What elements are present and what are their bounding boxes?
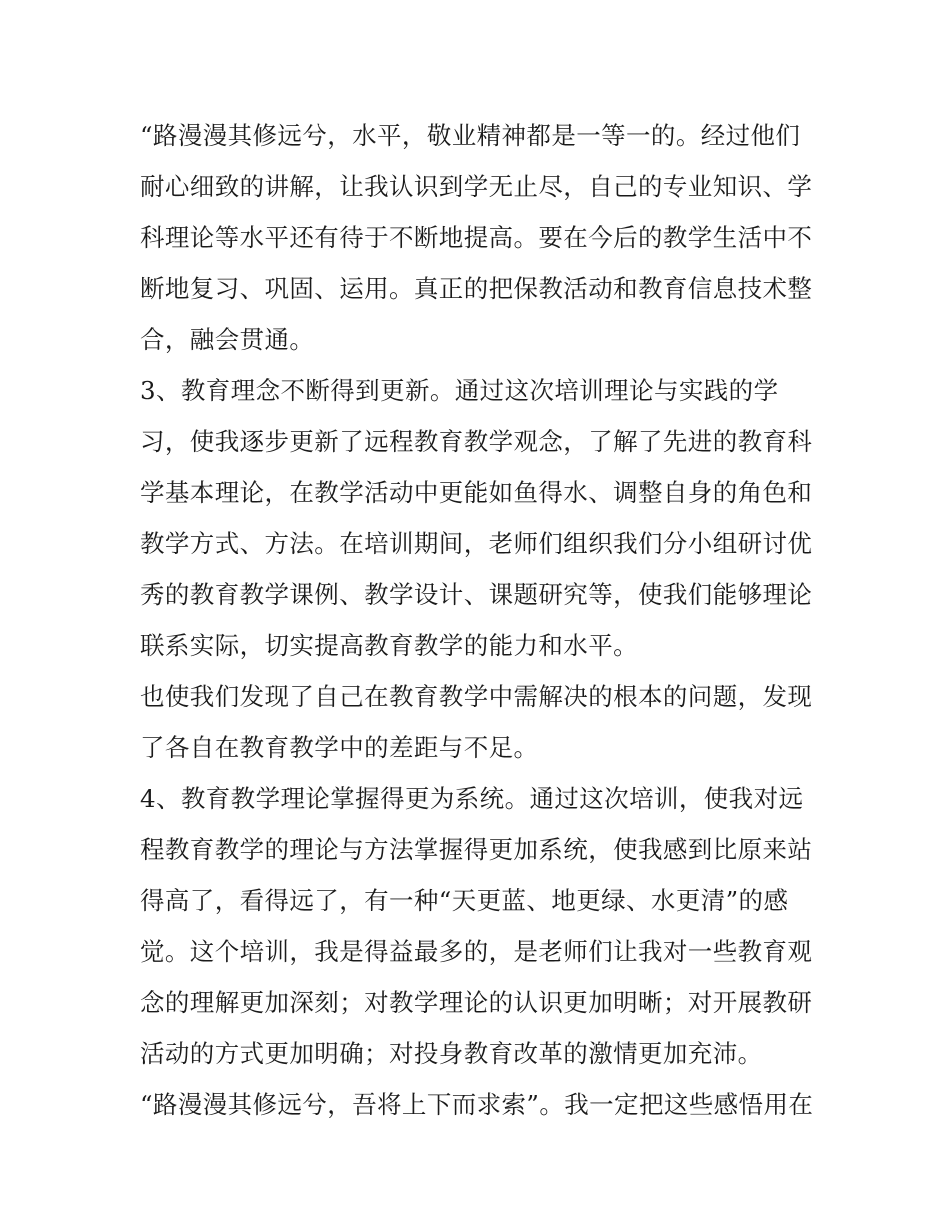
text-line: 得高了，看得远了，有一种“天更蓝、地更绿、水更清”的感 — [140, 886, 789, 915]
text-line: 科理论等水平还有待于不断地提高。要在今后的教学生活中不 — [140, 223, 813, 252]
text-line: 4、教育教学理论掌握得更为系统。通过这次培训，使我对远 — [140, 784, 804, 813]
text-line: 程教育教学的理论与方法掌握得更加系统，使我感到比原来站 — [140, 835, 813, 864]
text-line: 觉。这个培训，我是得益最多的，是老师们让我对一些教育观 — [140, 937, 813, 966]
text-line: 习，使我逐步更新了远程教育教学观念，了解了先进的教育科 — [140, 427, 813, 456]
text-line: 合，融会贯通。 — [140, 325, 315, 354]
text-line: 秀的教育教学课例、教学设计、课题研究等，使我们能够理论 — [140, 580, 813, 609]
text-line: 活动的方式更加明确；对投身教育改革的激情更加充沛。 — [140, 1039, 763, 1068]
text-line: 念的理解更加深刻；对教学理论的认识更加明晰；对开展教研 — [140, 988, 813, 1017]
text-line: 学基本理论，在教学活动中更能如鱼得水、调整自身的角色和 — [140, 478, 813, 507]
text-line: 耐心细致的讲解，让我认识到学无止尽，自己的专业知识、学 — [140, 172, 813, 201]
text-line: 联系实际，切实提高教育教学的能力和水平。 — [140, 631, 638, 660]
text-line: 也使我们发现了自己在教育教学中需解决的根本的问题，发现 — [140, 682, 813, 711]
text-line: “路漫漫其修远兮，水平，敬业精神都是一等一的。经过他们 — [140, 121, 801, 150]
text-line: 了各自在教育教学中的差距与不足。 — [140, 733, 539, 762]
body-text — [140, 110, 820, 1130]
text-line: 3、教育理念不断得到更新。通过这次培训理论与实践的学 — [140, 376, 779, 405]
text-line: 断地复习、巩固、运用。真正的把保教活动和教育信息技术整 — [140, 274, 813, 303]
text-line: 教学方式、方法。在培训期间，老师们组织我们分小组研讨优 — [140, 529, 813, 558]
text-line: “路漫漫其修远兮，吾将上下而求索”。我一定把这些感悟用在 — [140, 1090, 814, 1119]
